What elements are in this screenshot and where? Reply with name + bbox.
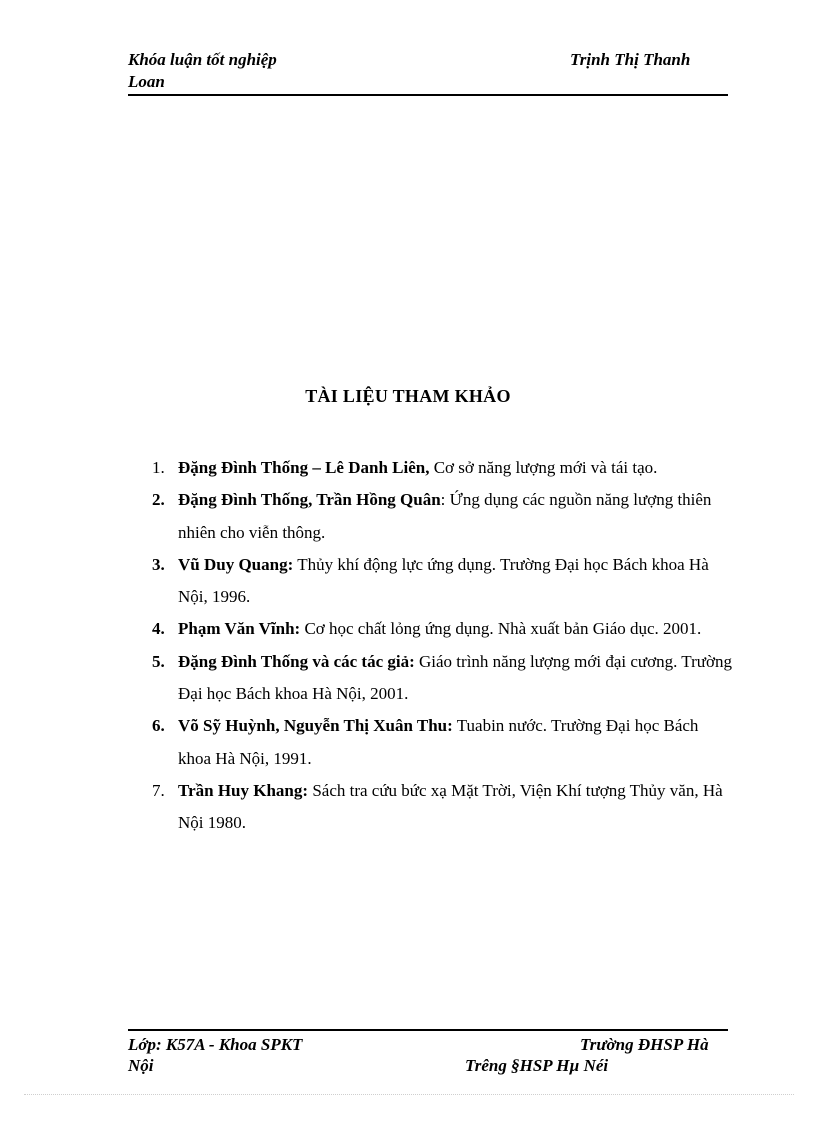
reference-list — [148, 452, 733, 840]
reference-item-6 — [148, 710, 733, 775]
reference-text: : Ứng dụng các nguồn năng lượng thiên nhiên cho viễn thông. — [178, 490, 712, 542]
reference-item-1 — [148, 452, 733, 484]
reference-authors: Võ Sỹ Huỳnh, Nguyễn Thị Xuân Thu: — [178, 716, 453, 736]
reference-text: Sách tra cứu bức xạ Mặt Trời, Viện Khí tượng Thủy văn, Hà Nội 1980. — [178, 780, 723, 833]
header-right: Trịnh Thị Thanh — [570, 50, 691, 69]
reference-authors: Đặng Đình Thống và các tác giả: — [178, 651, 415, 671]
footer-left-line1: Lớp: K57A - Khoa SPKT — [128, 1035, 303, 1054]
header-rule — [128, 94, 728, 96]
reference-authors: Trần Huy Khang: — [178, 780, 309, 800]
footer-left-line2: Nội — [128, 1056, 154, 1075]
reference-number: 7. — [152, 780, 165, 800]
reference-authors: Phạm Văn Vĩnh: — [178, 619, 301, 639]
page-title: TÀI LIỆU THAM KHẢO — [305, 386, 511, 406]
reference-number: 2. — [152, 490, 165, 510]
reference-number: 1. — [152, 458, 165, 477]
footer-right-line2: Trêng §HSP Hµ Néi — [465, 1056, 609, 1075]
reference-text: Tuabin nước. Trường Đại học Bách khoa Hà Nội, 1991. — [178, 716, 699, 768]
reference-number: 5. — [152, 651, 165, 671]
reference-text: Giáo trình năng lượng mới đại cương. Trường Đại học Bách khoa Hà Nội, 2001. — [178, 651, 732, 704]
reference-text: Cơ sở năng lượng mới và tái tạo. — [429, 458, 658, 477]
reference-item-7 — [148, 775, 733, 840]
reference-number: 6. — [152, 716, 165, 736]
reference-text: Cơ học chất lỏng ứng dụng. Nhà xuất bản Giáo dục. 2001. — [300, 619, 702, 639]
reference-item-4 — [148, 613, 733, 645]
reference-authors: Đặng Đình Thống – Lê Danh Liên, — [178, 458, 430, 477]
reference-item-2 — [148, 484, 733, 549]
header-left-line2: Loan — [128, 72, 165, 91]
reference-item-3 — [148, 549, 733, 614]
reference-number: 3. — [152, 554, 165, 574]
page-edge-dotted-line — [24, 1094, 794, 1095]
reference-authors: Vũ Duy Quang: — [178, 554, 294, 574]
reference-authors: Đặng Đình Thống, Trần Hồng Quân — [178, 490, 441, 510]
reference-number: 4. — [152, 619, 165, 639]
header-left-line1: Khóa luận tốt nghiệp — [128, 50, 277, 69]
reference-text: Thủy khí động lực ứng dụng. Trường Đại học Bách khoa Hà Nội, 1996. — [178, 554, 709, 607]
footer-right-line1: Trường ĐHSP Hà — [580, 1035, 709, 1054]
reference-item-5 — [148, 646, 733, 711]
footer-rule — [128, 1029, 728, 1031]
